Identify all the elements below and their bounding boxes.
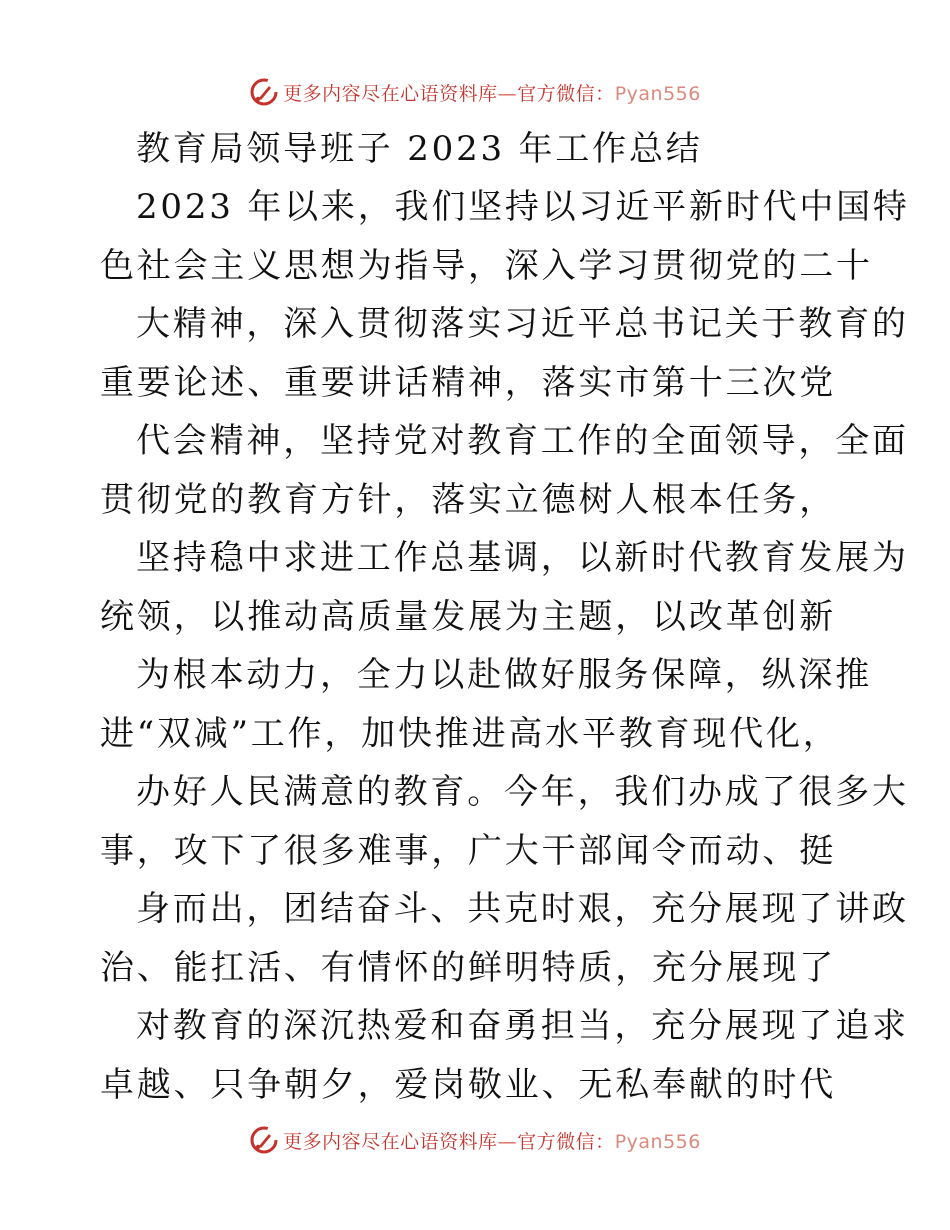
watermark-handle: Pyan556 bbox=[614, 82, 701, 105]
body-line: 办好人民满意的教育。今年，我们办成了很多大 bbox=[136, 772, 909, 812]
body-line: 贯彻党的教育方针，落实立德树人根本任务， bbox=[100, 480, 836, 520]
watermark-text: 更多内容尽在心语资料库—官方微信：Pyan556 bbox=[283, 1130, 701, 1153]
body-line: 进“双减”工作，加快推进高水平教育现代化， bbox=[100, 714, 840, 754]
pen-nib-circle-icon bbox=[249, 77, 279, 107]
body-line: 事，攻下了很多难事，广大干部闻令而动、挺 bbox=[100, 831, 836, 871]
body-line: 色社会主义思想为指导，深入学习贯彻党的二十 bbox=[100, 246, 873, 286]
watermark-handle: Pyan556 bbox=[614, 1130, 701, 1153]
body-line: 卓越、只争朝夕，爱岗敬业、无私奉献的时代 bbox=[100, 1065, 836, 1105]
footer-watermark bbox=[0, 1120, 950, 1160]
body-line: 代会精神，坚持党对教育工作的全面领导，全面 bbox=[136, 421, 909, 461]
pen-nib-circle-icon bbox=[249, 1125, 279, 1155]
body-line: 2023 年以来，我们坚持以习近平新时代中国特 bbox=[136, 187, 910, 227]
body-line: 身而出，团结奋斗、共克时艰，充分展现了讲政 bbox=[136, 889, 909, 929]
document-title: 教育局领导班子 2023 年工作总结 bbox=[136, 129, 703, 169]
watermark-text: 更多内容尽在心语资料库—官方微信：Pyan556 bbox=[283, 82, 701, 105]
header-watermark bbox=[0, 72, 950, 112]
body-line: 治、能扛活、有情怀的鲜明特质，充分展现了 bbox=[100, 948, 836, 988]
body-line: 重要论述、重要讲话精神，落实市第十三次党 bbox=[100, 363, 836, 403]
body-line: 统领，以推动高质量发展为主题，以改革创新 bbox=[100, 597, 836, 637]
body-line: 为根本动力，全力以赴做好服务保障，纵深推 bbox=[136, 655, 872, 695]
body-line: 对教育的深沉热爱和奋勇担当，充分展现了追求 bbox=[136, 1006, 909, 1046]
body-line: 坚持稳中求进工作总基调，以新时代教育发展为 bbox=[136, 538, 909, 578]
body-line: 大精神，深入贯彻落实习近平总书记关于教育的 bbox=[136, 304, 909, 344]
